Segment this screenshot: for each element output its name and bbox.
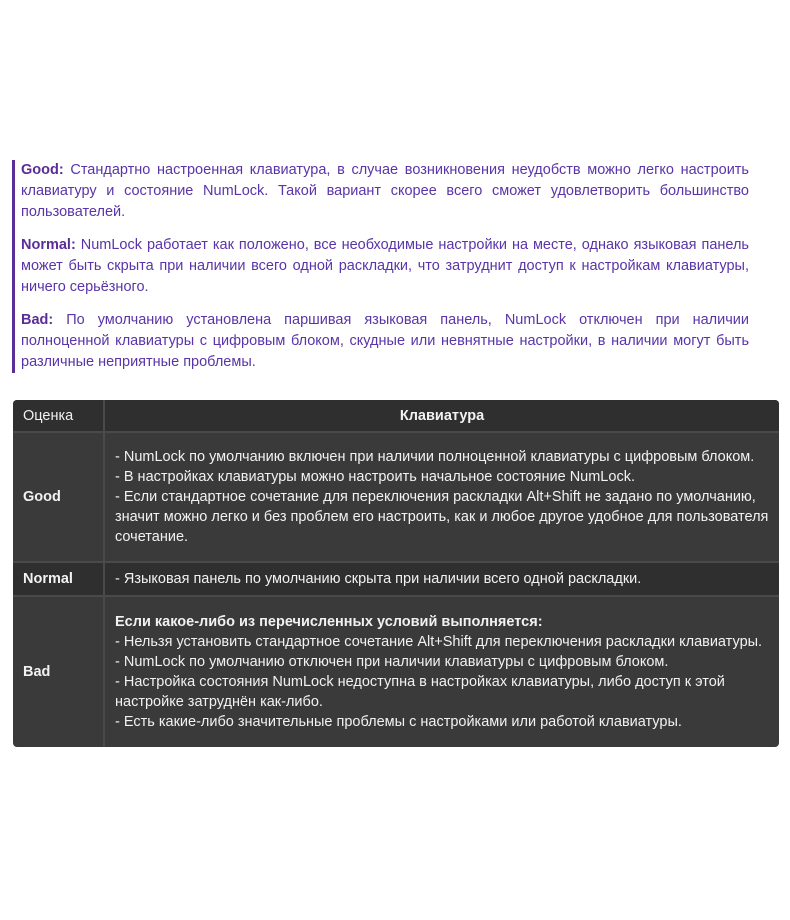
- desc-line: - NumLock по умолчанию отключен при наличии клавиатуры с цифровым блоком.: [115, 654, 669, 670]
- header-grade: Оценка: [13, 400, 105, 433]
- header-keyboard: Клавиатура: [105, 400, 779, 433]
- legend-normal: [21, 235, 749, 298]
- table-header-row: [13, 400, 779, 433]
- table-row-normal: [13, 563, 779, 597]
- desc-intro: Если какое-либо из перечисленных условий выполняется:: [115, 614, 543, 630]
- keyboard-rating-table: [13, 400, 779, 747]
- table-row-good: [13, 433, 779, 563]
- desc-line: - Есть какие-либо значительные проблемы с настройками или работой клавиатуры.: [115, 714, 682, 730]
- desc-cell-bad: [105, 597, 779, 747]
- legend-good: [21, 160, 749, 223]
- desc-line: - В настройках клавиатуры можно настроить начальное состояние NumLock.: [115, 469, 635, 485]
- legend-bad: [21, 310, 749, 373]
- legend-bad-text: По умолчанию установлена паршивая языковая панель, NumLock отключен при наличии полноценной клавиатуры с цифровым блоком, скудные или невнятные настройки, в наличии могут быть различные неприятные проблемы.: [21, 312, 749, 370]
- legend-good-label: Good:: [21, 162, 64, 178]
- grade-cell-bad: Bad: [13, 597, 105, 747]
- legend-good-text: Стандартно настроенная клавиатура, в случае возникновения неудобств можно легко настроить клавиатуру и состояние NumLock. Такой вариант скорее всего сможет удовлетворить большинство пользователей.: [21, 162, 749, 220]
- grade-cell-good: Good: [13, 433, 105, 563]
- desc-line: - NumLock по умолчанию включен при наличии полноценной клавиатуры с цифровым блоком.: [115, 449, 755, 465]
- table-row-bad: [13, 597, 779, 747]
- desc-line: - Нельзя установить стандартное сочетание Alt+Shift для переключения раскладки клавиатуры.: [115, 634, 763, 650]
- legend-bad-label: Bad:: [21, 312, 54, 328]
- desc-cell-normal: [105, 563, 779, 597]
- legend-normal-label: Normal:: [21, 237, 76, 253]
- desc-cell-good: [105, 433, 779, 563]
- desc-line: - Настройка состояния NumLock недоступна в настройках клавиатуры, либо доступ к этой настройке затруднён как-либо.: [115, 674, 725, 710]
- desc-line: - Языковая панель по умолчанию скрыта при наличии всего одной раскладки.: [115, 571, 642, 587]
- grade-cell-normal: Normal: [13, 563, 105, 597]
- rating-legend: [12, 160, 749, 373]
- legend-normal-text: NumLock работает как положено, все необходимые настройки на месте, однако языковая панель может быть скрыта при наличии всего одной раскладки, что затруднит доступ к настройкам клавиатуры, ничего серьёзного.: [21, 237, 749, 295]
- desc-line: - Если стандартное сочетание для переключения раскладки Alt+Shift не задано по умолчанию, значит можно легко и без проблем его настроить, как и любое другое удобное для пользователя сочетание.: [115, 489, 769, 545]
